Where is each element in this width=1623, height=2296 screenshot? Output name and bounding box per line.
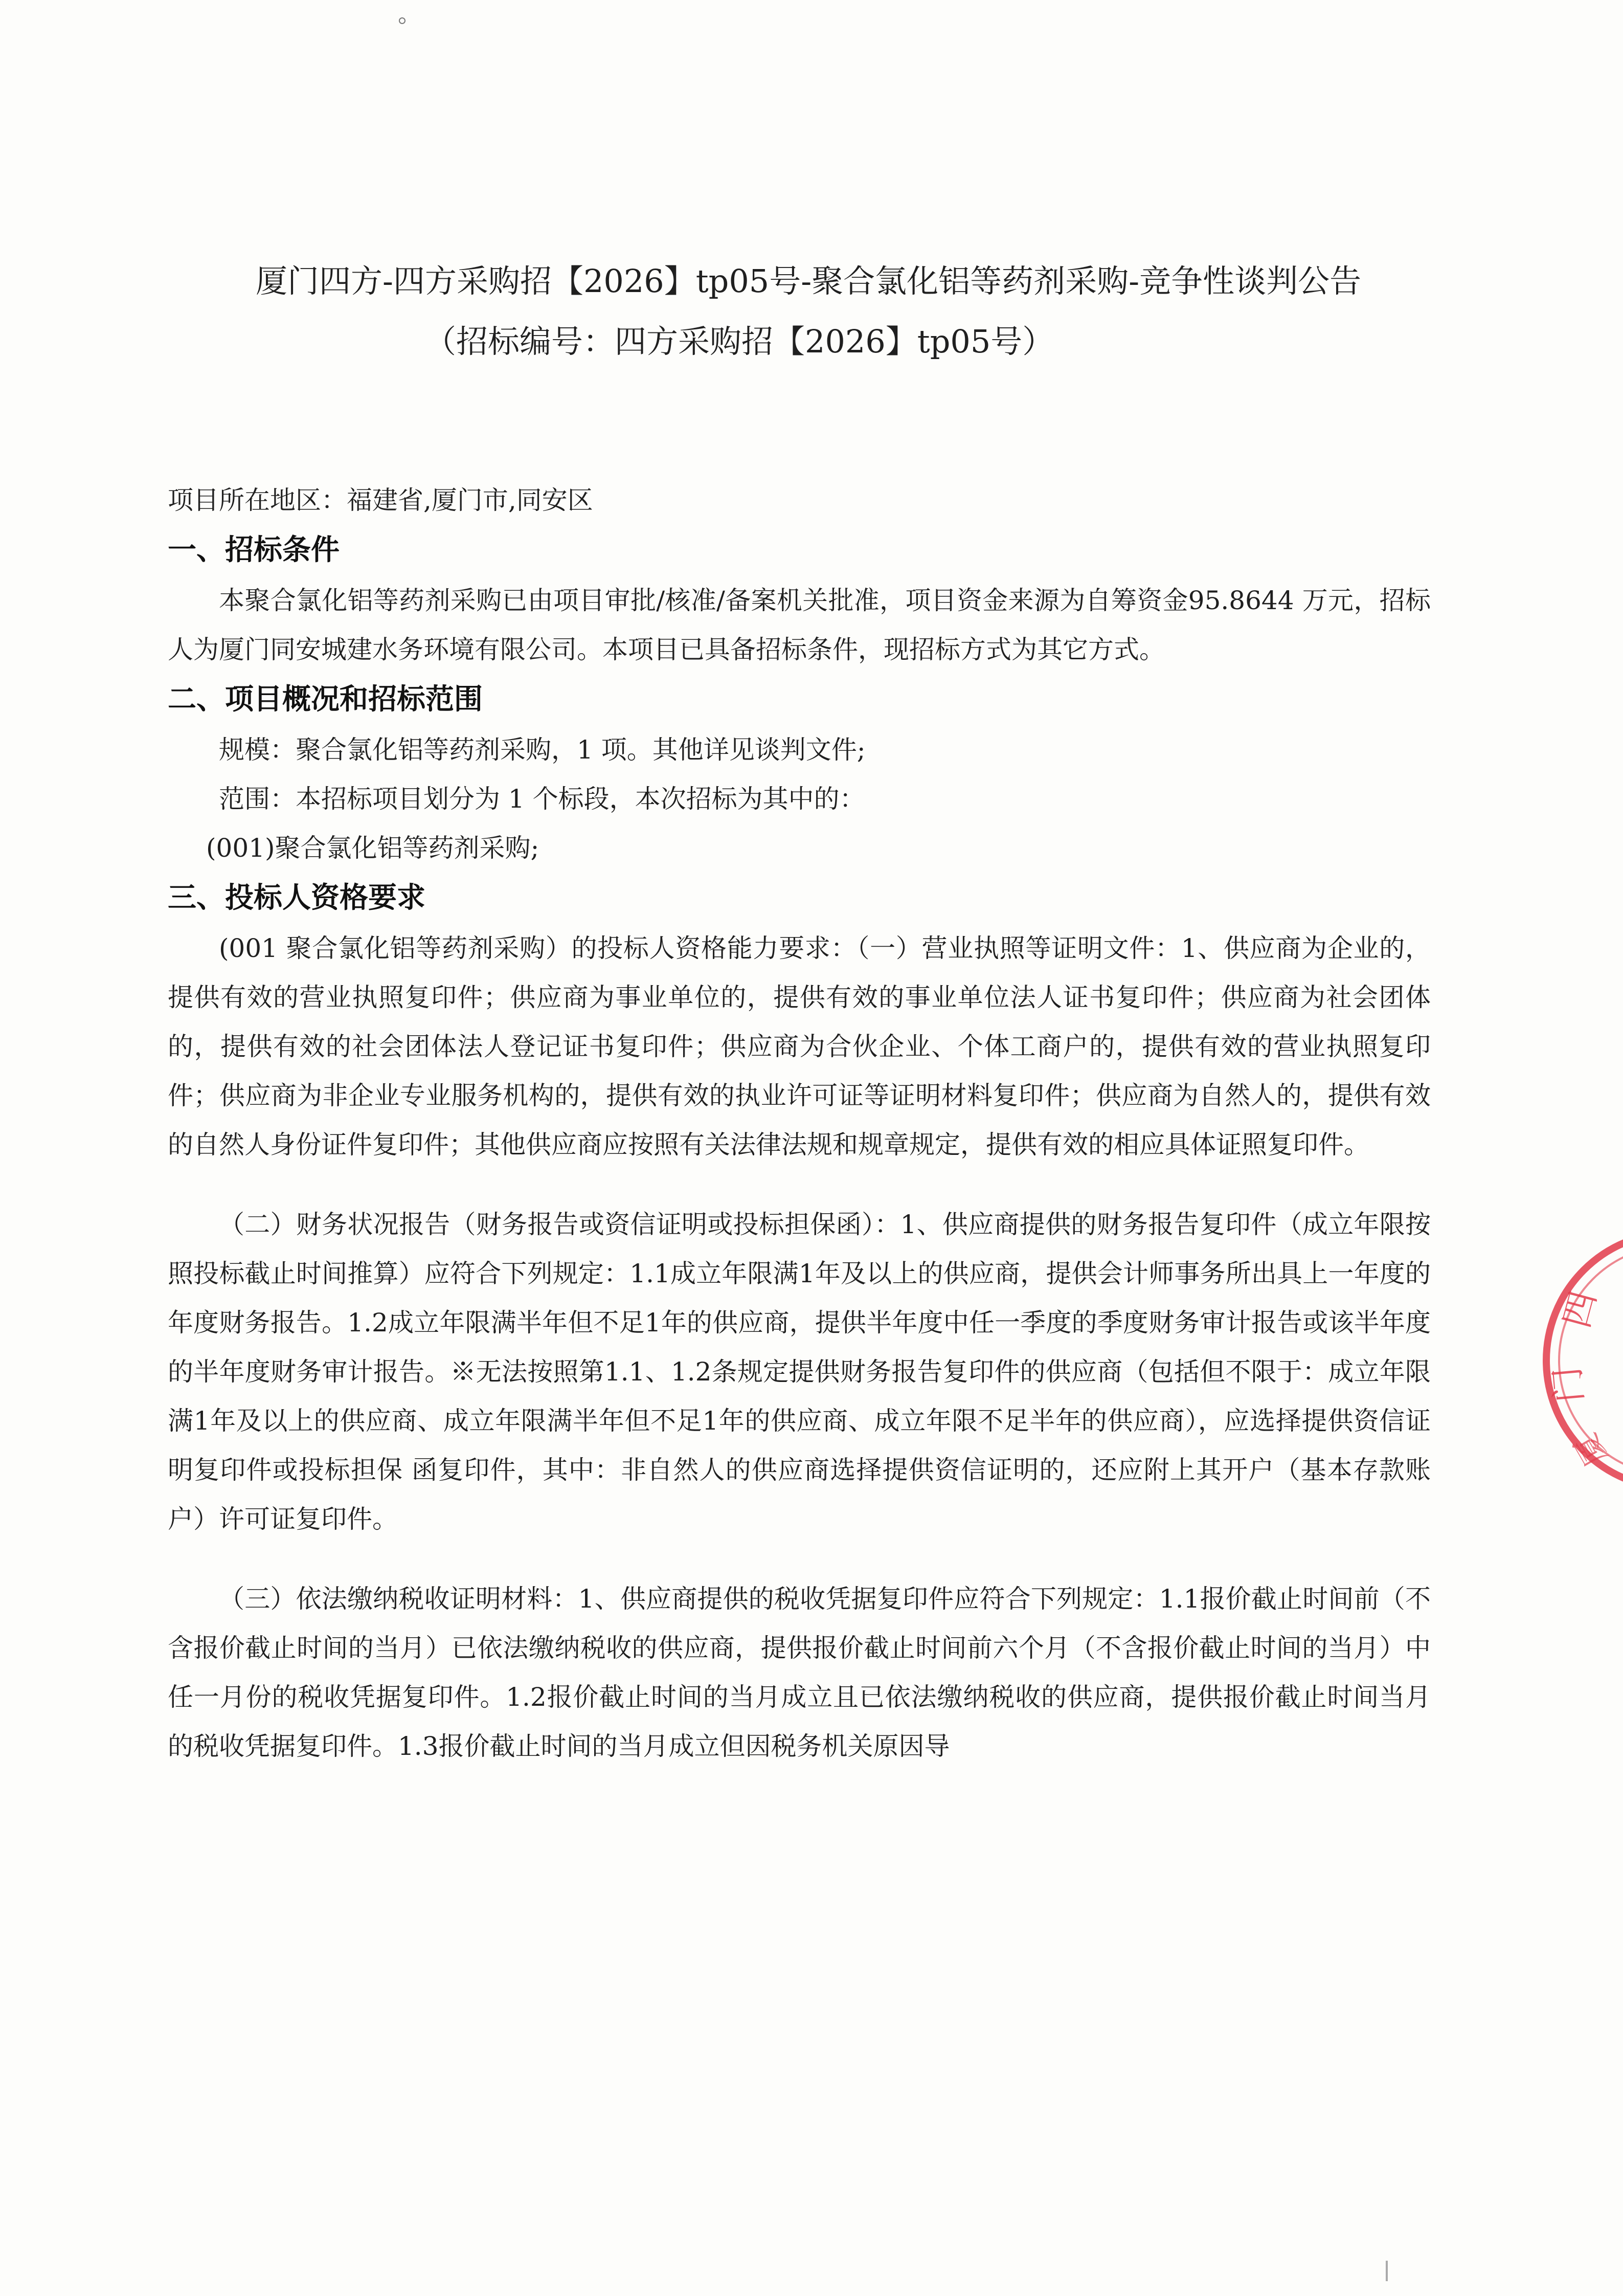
section-3-paragraph-3: （三）依法缴纳税收证明材料：1、供应商提供的税收凭据复印件应符合下列规定：1.1报价截止时间前（不含报价截止时间的当月）已依法缴纳税收的供应商，提供报价截止时间前六个月（不含报价截止时间的当月）中任一月份的税收凭据复印件。1.2报价截止时间的当月成立且已依法缴纳税收的供应商，提供报价截止时间当月的税收凭据复印件。1.3报价截止时间的当月成立但因税务机关原因导 (168, 1584, 1431, 1761)
section-2-paragraph-1: 规模：聚合氯化铝等药剂采购，1 项。其他详见谈判文件; (219, 735, 866, 765)
scan-mark (1386, 2261, 1388, 2281)
tender-number: （招标编号：四方采购招【2026】tp05号） (424, 323, 1054, 360)
paragraph-gap (168, 1544, 1431, 1574)
section-3-paragraph-1: (001 聚合氯化铝等药剂采购）的投标人资格能力要求：（一）营业执照等证明文件：1、供应商为企业的，提供有效的营业执照复印件；供应商为事业单位的，提供有效的事业单位法人证书复印件；供应商为社会团体的，提供有效的社会团体法人登记证书复印件；供应商为合伙企业、个体工商户的，提供有效的营业执照复印件；供应商为非企业专业服务机构的，提供有效的执业许可证等证明材料复印件；供应商为自然人的，提供有效的自然人身份证件复印件；其他供应商应按照有关法律法规和规章规定，提供有效的相应具体证照复印件。 (168, 933, 1431, 1160)
section-2-paragraph-3: (001)聚合氯化铝等药剂采购; (206, 833, 539, 863)
red-seal-stamp (1526, 1217, 1623, 1504)
svg-text:四: 四 (1555, 1286, 1605, 1332)
section-heading-1: 一、招标条件 (168, 533, 340, 567)
section-1-paragraph-1: 本聚合氯化铝等药剂采购已由项目审批/核准/备案机关批准，项目资金来源为自筹资金95.8644 万元，招标人为厦门同安城建水务环境有限公司。本项目已具备招标条件，现招标方式为其它方式。 (168, 586, 1431, 664)
scan-speck (399, 17, 405, 24)
svg-text:厦: 厦 (1568, 1427, 1614, 1472)
document-body (168, 476, 1431, 1771)
section-2-paragraph-2: 范围：本招标项目划分为 1 个标段，本次招标为其中的： (219, 784, 865, 814)
section-3-paragraph-2: （二）财务状况报告（财务报告或资信证明或投标担保函）：1、供应商提供的财务报告复印件（成立年限按照投标截止时间推算）应符合下列规定：1.1成立年限满1年及以上的供应商，提供会计师事务所出具上一年度的年度财务报告。1.2成立年限满半年但不足1年的供应商，提供半年度中任一季度的季度财务审计报告或该半年度的半年度财务审计报告。※无法按照第1.1、1.2条规定提供财务报告复印件的供应商（包括但不限于：成立年限满1年及以上的供应商、成立年限满半年但不足1年的供应商、成立年限不足半年的供应商），应选择提供资信证明复印件或投标担保 函复印件，其中：非自然人的供应商选择提供资信证明的，还应附上其开户（基本存款账户）许可证复印件。 (168, 1210, 1431, 1534)
document-title: 厦门四方-四方采购招【2026】tp05号-聚合氯化铝等药剂采购-竞争性谈判公告 (256, 262, 1362, 300)
svg-text:门: 门 (1546, 1365, 1591, 1405)
project-location: 项目所在地区：福建省,厦门市,同安区 (168, 485, 593, 515)
section-heading-3: 三、投标人资格要求 (168, 881, 425, 915)
seal-icon (1526, 1217, 1623, 1504)
paragraph-gap (168, 1169, 1431, 1200)
section-heading-2: 二、项目概况和招标范围 (168, 683, 483, 716)
